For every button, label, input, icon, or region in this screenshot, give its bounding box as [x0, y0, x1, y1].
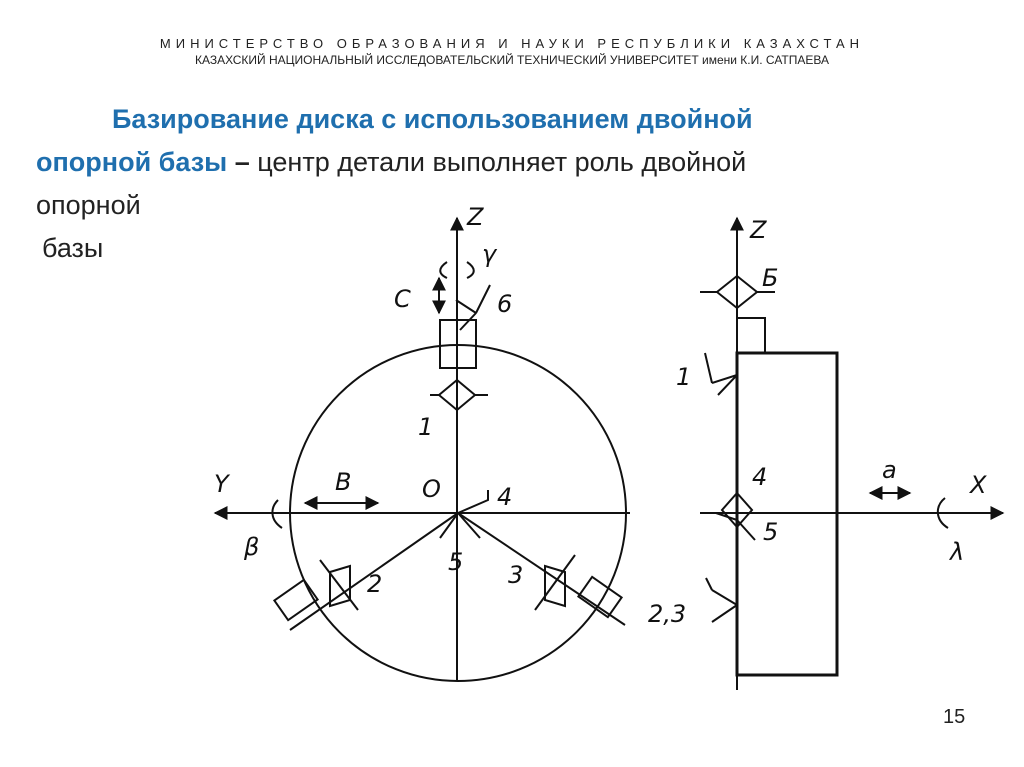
label-y: Y: [214, 470, 229, 498]
left-view: [215, 218, 630, 681]
title-line4: базы: [42, 233, 104, 263]
left-labels: [214, 203, 523, 598]
label-v-upper: В: [335, 468, 352, 496]
title-dash: –: [227, 147, 258, 177]
label-beta: β: [244, 533, 260, 561]
label-23: 2,3: [648, 600, 687, 628]
radial-3: [458, 513, 625, 625]
support-b-block: [737, 318, 765, 353]
label-4-left: 4: [497, 483, 513, 511]
label-6: 6: [497, 290, 513, 318]
support-1-right: [705, 353, 737, 395]
label-2: 2: [367, 570, 383, 598]
label-1-left: 1: [418, 413, 434, 441]
label-a: a: [882, 456, 897, 484]
label-5-left: 5: [448, 548, 464, 576]
label-o: O: [422, 475, 441, 503]
title-highlight-1: Базирование диска с использованием двойной: [112, 104, 753, 134]
page-number: 15: [943, 706, 966, 728]
title-line3: опорной: [36, 190, 141, 220]
ministry-title: МИНИСТЕРСТВО ОБРАЗОВАНИЯ И НАУКИ РЕСПУБЛИКИ КАЗАХСТАН: [159, 36, 865, 51]
label-3: 3: [508, 561, 524, 589]
label-lambda: λ: [950, 538, 965, 566]
support-6-mark: [456, 285, 490, 330]
label-b6-right: Б: [762, 264, 779, 292]
support-23-mark: [706, 578, 737, 622]
label-c: C: [394, 285, 411, 313]
label-gamma: γ: [482, 240, 497, 268]
label-4-right: 4: [752, 463, 768, 491]
label-z-right: Z: [750, 216, 767, 244]
label-x: X: [970, 471, 987, 499]
label-z-left: Z: [467, 203, 484, 231]
right-view: [700, 218, 1003, 690]
right-labels: [648, 216, 987, 628]
label-5-right: 5: [763, 518, 779, 546]
title-rest: центр детали выполняет роль двойной: [257, 147, 747, 177]
university-title: КАЗАХСКИЙ НАЦИОНАЛЬНЫЙ ИССЛЕДОВАТЕЛЬСКИЙ ТЕХНИЧЕСКИЙ УНИВЕРСИТЕТ имени К.И. САТПАЕВА: [195, 53, 829, 67]
title-highlight-2: опорной базы: [36, 147, 228, 177]
label-1-right: 1: [676, 363, 692, 391]
